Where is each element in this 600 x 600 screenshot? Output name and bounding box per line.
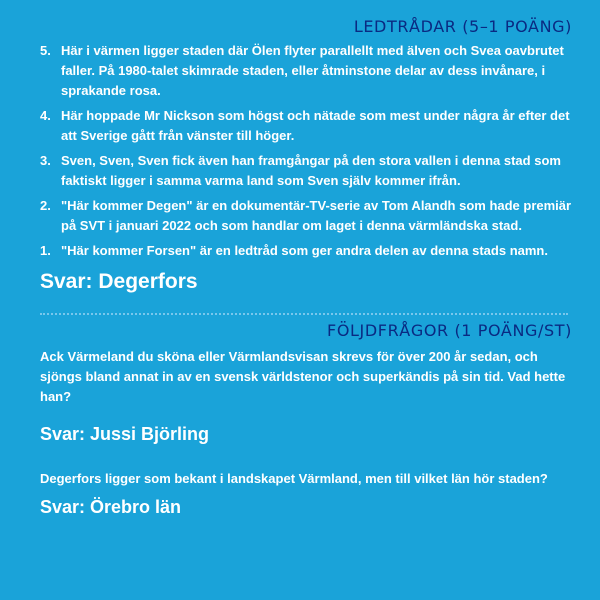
main-answer: Svar: Degerfors [40, 270, 198, 293]
clue-item [40, 241, 580, 261]
clue-number: 3. [40, 153, 51, 168]
followup-question: Degerfors ligger som bekant i landskapet Värmland, men till vilket län hör staden? [40, 471, 548, 486]
clue-number: 2. [40, 198, 51, 213]
clue-text: "Här kommer Forsen" är en ledtråd som ger andra delen av denna stads namn. [61, 243, 548, 258]
clue-list [40, 41, 580, 266]
clues-header: LEDTRÅDAR (5–1 POÄNG) [353, 17, 572, 36]
followup-header: FÖLJDFRÅGOR (1 POÄNG/ST) [327, 321, 572, 340]
clue-text: Sven, Sven, Sven fick även han framgångar på den stora vallen i denna stad som faktiskt ligger i samma varma land som Sven själv kommer ifrån. [61, 153, 561, 188]
clue-item [40, 196, 580, 236]
clue-number: 4. [40, 108, 51, 123]
clue-number: 1. [40, 243, 51, 258]
clue-number: 5. [40, 43, 51, 58]
clue-item [40, 151, 580, 191]
followup-answer: Svar: Örebro län [40, 497, 182, 517]
followup-question: Ack Värmeland du sköna eller Värmlandsvisan skrevs för över 200 år sedan, och sjöngs bland annat in av en svensk världstenor och superkändis på sin tid. Vad hette han? [40, 349, 566, 404]
clue-text: "Här kommer Degen" är en dokumentär-TV-serie av Tom Alandh som hade premiär på SVT i januari 2022 och som handlar om laget i denna värmländska stad. [61, 198, 572, 233]
dotted-divider [40, 313, 568, 315]
clue-item [40, 106, 580, 146]
clue-text: Här hoppade Mr Nickson som högst och nätade som mest under några år efter det att Sverige gått från vänster till höger. [61, 108, 570, 143]
followup-answer: Svar: Jussi Björling [40, 424, 210, 444]
clue-text: Här i värmen ligger staden där Ölen flyter parallellt med älven och Svea oavbrutet faller. På 1980-talet skimrade staden, eller åtminstone delar av dess invånare, i sprakande rosa. [61, 43, 564, 98]
clue-item [40, 41, 580, 101]
